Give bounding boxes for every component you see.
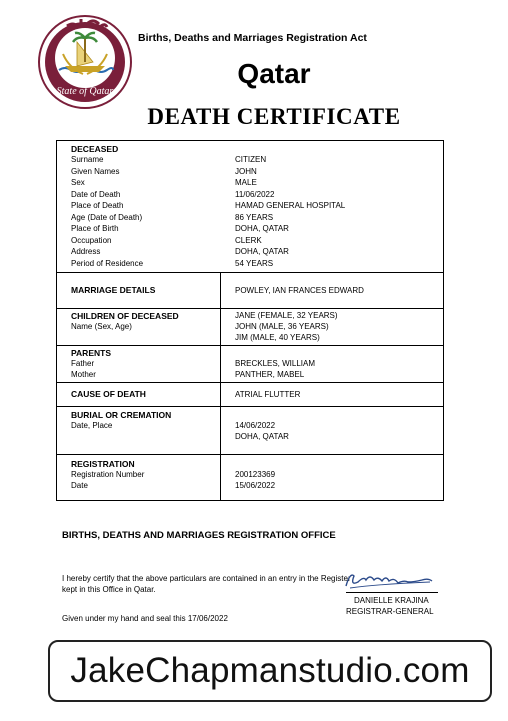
act-title: Births, Deaths and Marriages Registration Act bbox=[138, 32, 367, 44]
certificate-table bbox=[56, 140, 444, 501]
field-value: DOHA, QATAR bbox=[235, 432, 289, 441]
section-cause-of-death bbox=[57, 382, 443, 406]
field-label: Sex bbox=[71, 178, 85, 187]
seal-text: State of Qatar bbox=[56, 86, 114, 97]
field-value: 14/06/2022 bbox=[235, 421, 276, 430]
field-value: JOHN (MALE, 36 YEARS) bbox=[235, 322, 329, 331]
section-marriage bbox=[57, 272, 443, 308]
field-value: DOHA, QATAR bbox=[235, 224, 289, 233]
given-under-hand-line: Given under my hand and seal this 17/06/2022 bbox=[62, 614, 228, 623]
field-value: PANTHER, MABEL bbox=[235, 370, 305, 379]
section-children bbox=[57, 308, 443, 345]
field-value: JANE (FEMALE, 32 YEARS) bbox=[235, 311, 338, 320]
field-label: Father bbox=[71, 359, 95, 368]
field-value: CLERK bbox=[235, 235, 262, 245]
field-label: Occupation bbox=[71, 235, 112, 245]
field-label: Place of Birth bbox=[71, 224, 119, 233]
column-divider bbox=[220, 309, 221, 345]
column-divider bbox=[220, 455, 221, 500]
watermark-banner: JakeChapmanstudio.com bbox=[48, 640, 492, 702]
field-value: ATRIAL FLUTTER bbox=[235, 390, 301, 399]
column-divider bbox=[220, 383, 221, 406]
section-heading: PARENTS bbox=[71, 348, 111, 358]
registration-office-title: BIRTHS, DEATHS AND MARRIAGES REGISTRATION OFFICE bbox=[62, 530, 336, 541]
section-heading: CAUSE OF DEATH bbox=[71, 389, 146, 399]
section-heading: CHILDREN OF DECEASED bbox=[71, 311, 179, 321]
section-deceased bbox=[57, 141, 443, 272]
field-label: Date, Place bbox=[71, 421, 113, 430]
field-value: JOHN bbox=[235, 166, 257, 176]
field-value: 11/06/2022 bbox=[235, 189, 275, 199]
field-label: Surname bbox=[71, 155, 104, 164]
field-label: Address bbox=[71, 247, 101, 256]
field-value: 15/06/2022 bbox=[235, 481, 276, 490]
field-label: Name (Sex, Age) bbox=[71, 322, 132, 331]
registrar-signature-icon bbox=[340, 568, 440, 592]
certificate-title: DEATH CERTIFICATE bbox=[147, 104, 401, 129]
field-label: Age (Date of Death) bbox=[71, 212, 143, 222]
section-parents bbox=[57, 345, 443, 382]
field-value: HAMAD GENERAL HOSPITAL bbox=[235, 201, 346, 210]
field-value: 86 YEARS bbox=[235, 212, 274, 222]
field-label: Registration Number bbox=[71, 470, 145, 479]
section-heading: MARRIAGE DETAILS bbox=[71, 285, 156, 295]
field-label: Mother bbox=[71, 370, 96, 379]
field-label: Date of Death bbox=[71, 189, 121, 199]
registrar-name: DANIELLE KRAJINA bbox=[354, 596, 429, 605]
field-value: JIM (MALE, 40 YEARS) bbox=[235, 333, 320, 342]
section-heading: DECEASED bbox=[71, 144, 119, 154]
section-burial bbox=[57, 406, 443, 454]
field-label: Place of Death bbox=[71, 201, 124, 210]
signature-line bbox=[346, 592, 438, 593]
field-value: CITIZEN bbox=[235, 155, 267, 164]
column-divider bbox=[220, 346, 221, 382]
certification-statement: I hereby certify that the above particulars are contained in an entry in the Register kept in this Office in Qatar. bbox=[62, 574, 351, 594]
section-heading: BURIAL OR CREMATION bbox=[71, 410, 172, 420]
registrar-title: REGISTRAR-GENERAL bbox=[346, 607, 434, 616]
field-value: 200123369 bbox=[235, 470, 276, 479]
column-divider bbox=[220, 273, 221, 308]
field-value: DOHA, QATAR bbox=[235, 247, 289, 256]
field-value: POWLEY, IAN FRANCES EDWARD bbox=[235, 286, 364, 295]
column-divider bbox=[220, 407, 221, 454]
field-value: BRECKLES, WILLIAM bbox=[235, 359, 316, 368]
field-label: Date bbox=[71, 481, 88, 490]
country-title: Qatar bbox=[237, 58, 311, 89]
field-value: MALE bbox=[235, 178, 257, 187]
field-label: Given Names bbox=[71, 166, 120, 176]
field-label: Period of Residence bbox=[71, 258, 144, 268]
field-value: 54 YEARS bbox=[235, 258, 274, 268]
section-registration bbox=[57, 454, 443, 500]
section-heading: REGISTRATION bbox=[71, 459, 135, 469]
